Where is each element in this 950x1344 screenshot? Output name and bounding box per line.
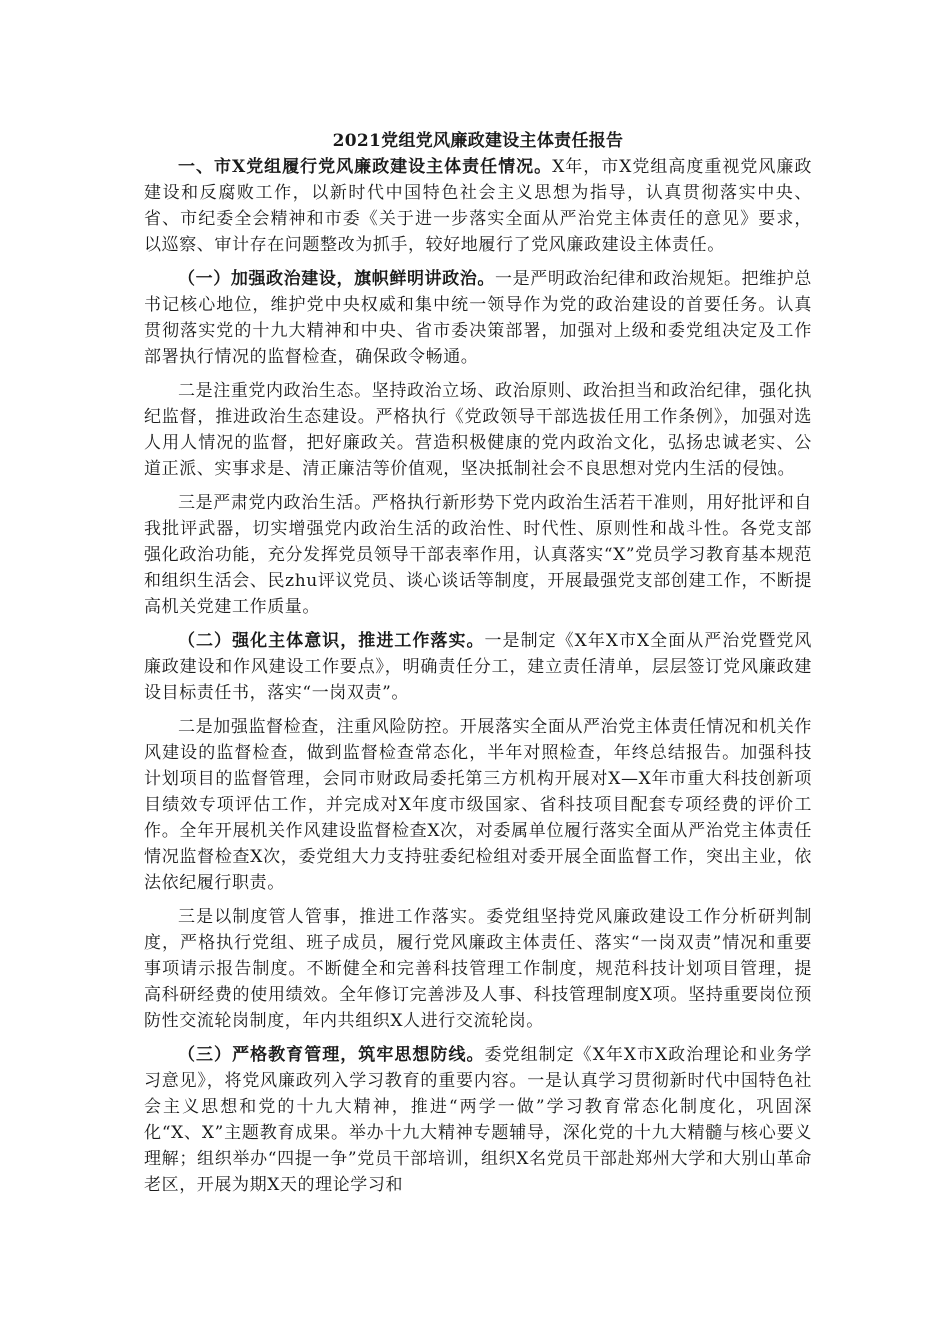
section-heading: （二）强化主体意识，推进工作落实。 bbox=[178, 631, 485, 651]
paragraph-text: X年，市X党组高度重视党风廉政建设和反腐败工作，以新时代中国特色社会主义思想为指导，认真贯彻落实中央、省、市纪委全会精神和市委《关于进一步落实全面从严治党主体责任的意见》要求，以巡察、审计存在问题整改为抓手，较好地履行了党风廉政建设主体责任。 bbox=[144, 157, 812, 255]
paragraph-text: 二是加强监督检查，注重风险防控。开展落实全面从严治党主体责任情况和机关作风建设的监督检查，做到监督检查常态化，半年对照检查，年终总结报告。加强科技计划项目的监督管理，会同市财政局委托第三方机构开展对X—X年市重大科技创新项目绩效专项评估工作，并完成对X年度市级国家、省科技项目配套专项经费的评价工作。全年开展机关作风建设监督检查X次，对委属单位履行落实全面从严治党主体责任情况监督检查X次，委党组大力支持驻委纪检组对委开展全面监督工作，突出主业，依法依纪履行职责。 bbox=[144, 717, 812, 893]
paragraph-text: 三是严肃党内政治生活。严格执行新形势下党内政治生活若干准则，用好批评和自我批评武器，切实增强党内政治生活的政治性、时代性、原则性和战斗性。各党支部强化政治功能，充分发挥党员领导干部表率作用，认真落实“X”党员学习教育基本规范和组织生活会、民zhu评议党员、谈心谈话等制度，开展最强党支部创建工作，不断提高机关党建工作质量。 bbox=[144, 493, 812, 617]
section-heading: 一、市X党组履行党风廉政建设主体责任情况。 bbox=[178, 157, 553, 177]
document-title: 2021党组党风廉政建设主体责任报告 bbox=[332, 131, 624, 151]
paragraph-text: 三是以制度管人管事，推进工作落实。委党组坚持党风廉政建设工作分析研判制度，严格执行党组、班子成员，履行党风廉政主体责任、落实“一岗双责”情况和重要事项请示报告制度。不断健全和完善科技管理工作制度，规范科技计划项目管理，提高科研经费的使用绩效。全年修订完善涉及人事、科技管理制度X项。坚持重要岗位预防性交流轮岗制度，年内共组织X人进行交流轮岗。 bbox=[144, 907, 812, 1031]
paragraph bbox=[144, 904, 812, 1034]
paragraph-text: 二是注重党内政治生态。坚持政治立场、政治原则、政治担当和政治纪律，强化执纪监督，推进政治生态建设。严格执行《党政领导干部选拔任用工作条例》，加强对选人用人情况的监督，把好廉政关。营造积极健康的党内政治文化，弘扬忠诚老实、公道正派、实事求是、清正廉洁等价值观，坚决抵制社会不良思想对党内生活的侵蚀。 bbox=[144, 381, 812, 479]
paragraph bbox=[144, 490, 812, 620]
paragraph bbox=[144, 378, 812, 482]
section-heading: （三）严格教育管理，筑牢思想防线。 bbox=[178, 1045, 485, 1065]
paragraph bbox=[144, 1042, 812, 1198]
section-heading: （一）加强政治建设，旗帜鲜明讲政治。 bbox=[178, 269, 495, 289]
paragraph-text: 委党组制定《X年X市X政治理论和业务学习意见》，将党风廉政列入学习教育的重要内容。一是认真学习贯彻新时代中国特色社会主义思想和党的十九大精神，推进“两学一做”学习教育常态化制度化，巩固深化“X、X”主题教育成果。举办十九大精神专题辅导，深化党的十九大精髓与核心要义理解；组织举办“四提一争”党员干部培训，组织X名党员干部赴郑州大学和大别山革命老区，开展为期X天的理论学习和 bbox=[144, 1045, 812, 1195]
document-page bbox=[144, 128, 812, 1198]
paragraph bbox=[144, 154, 812, 258]
paragraph bbox=[144, 266, 812, 370]
paragraph bbox=[144, 714, 812, 896]
paragraph-text: 一是严明政治纪律和政治规矩。把维护总书记核心地位，维护党中央权威和集中统一领导作为党的政治建设的首要任务。认真贯彻落实党的十九大精神和中央、省市委决策部署，加强对上级和委党组决定及工作部署执行情况的监督检查，确保政令畅通。 bbox=[144, 269, 812, 367]
paragraph-text: 一是制定《X年X市X全面从严治党暨党风廉政建设和作风建设工作要点》，明确责任分工，建立责任清单，层层签订党风廉政建设目标责任书，落实“一岗双责”。 bbox=[144, 631, 812, 703]
paragraph bbox=[144, 628, 812, 706]
